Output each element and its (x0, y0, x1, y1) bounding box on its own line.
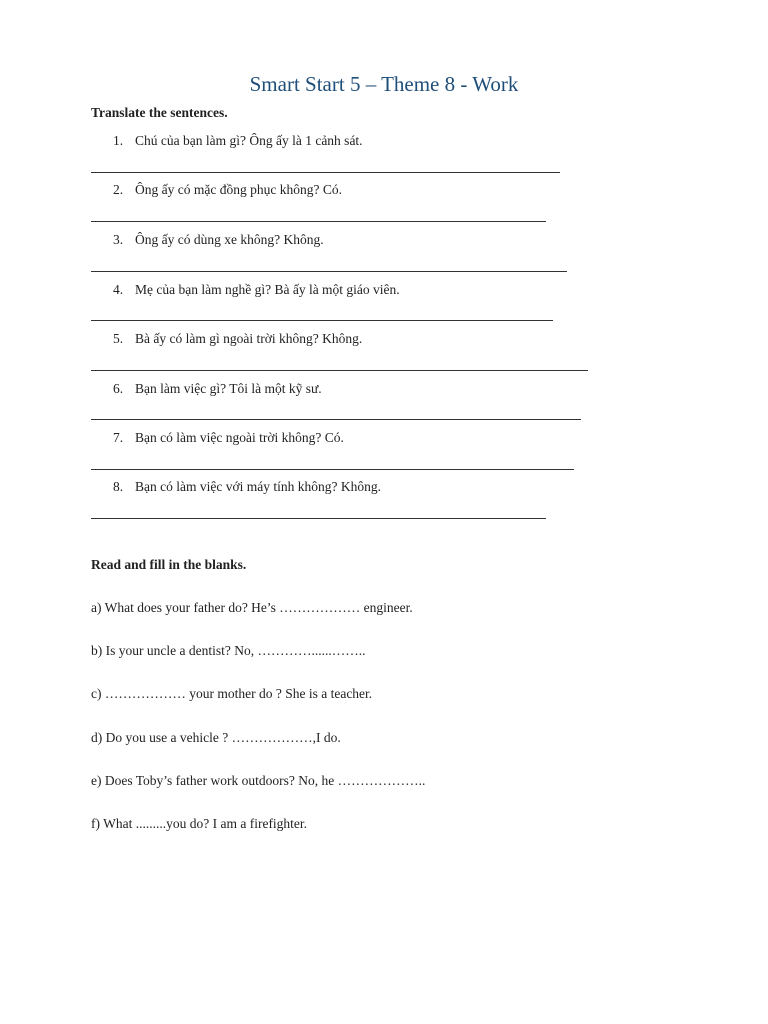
answer-line[interactable] (91, 221, 546, 222)
page-title: Smart Start 5 – Theme 8 - Work (249, 72, 519, 96)
answer-line[interactable] (91, 271, 567, 272)
item-number: 4. (113, 282, 124, 297)
answer-line[interactable] (91, 518, 546, 519)
answer-line[interactable] (91, 419, 581, 420)
fill-item-e: e) Does Toby’s father work outdoors? No, he ……………….. (91, 773, 426, 788)
fill-item-a: a) What does your father do? He’s ……………… engineer. (91, 600, 413, 615)
translate-item (113, 380, 322, 398)
fill-item-d: d) Do you use a vehicle ? ………………,I do. (91, 730, 341, 745)
item-number: 5. (113, 331, 124, 346)
item-text: Bạn làm việc gì? Tôi là một kỹ sư. (135, 381, 322, 396)
translate-item (113, 478, 381, 496)
fill-item-c: c) ……………… your mother do ? She is a teacher. (91, 686, 373, 701)
item-text: Ông ấy có dùng xe không? Không. (135, 232, 324, 247)
item-number: 8. (113, 479, 124, 494)
item-number: 2. (113, 182, 124, 197)
answer-line[interactable] (91, 469, 574, 470)
section-fill-heading: Read and fill in the blanks. (91, 557, 247, 572)
fill-item-b: b) Is your uncle a dentist? No, …………......…….. (91, 643, 366, 658)
fill-item-f: f) What .........you do? I am a firefighter. (91, 816, 308, 831)
item-number: 3. (113, 232, 124, 247)
item-text: Mẹ của bạn làm nghề gì? Bà ấy là một giáo viên. (135, 282, 400, 297)
item-text: Chú của bạn làm gì? Ông ấy là 1 cảnh sát. (135, 133, 363, 148)
item-text: Bà ấy có làm gì ngoài trời không? Không. (135, 331, 363, 346)
answer-line[interactable] (91, 172, 560, 173)
translate-item (113, 181, 342, 199)
item-text: Bạn có làm việc với máy tính không? Không. (135, 479, 381, 494)
item-number: 7. (113, 430, 124, 445)
section-translate-heading: Translate the sentences. (91, 105, 228, 120)
translate-item (113, 330, 362, 348)
translate-item (113, 281, 400, 299)
answer-line[interactable] (91, 370, 588, 371)
item-number: 1. (113, 133, 124, 148)
item-text: Bạn có làm việc ngoài trời không? Có. (135, 430, 344, 445)
translate-item (113, 231, 324, 249)
answer-line[interactable] (91, 320, 553, 321)
item-number: 6. (113, 381, 124, 396)
translate-item (113, 429, 344, 447)
item-text: Ông ấy có mặc đồng phục không? Có. (135, 182, 342, 197)
translate-item (113, 132, 363, 150)
